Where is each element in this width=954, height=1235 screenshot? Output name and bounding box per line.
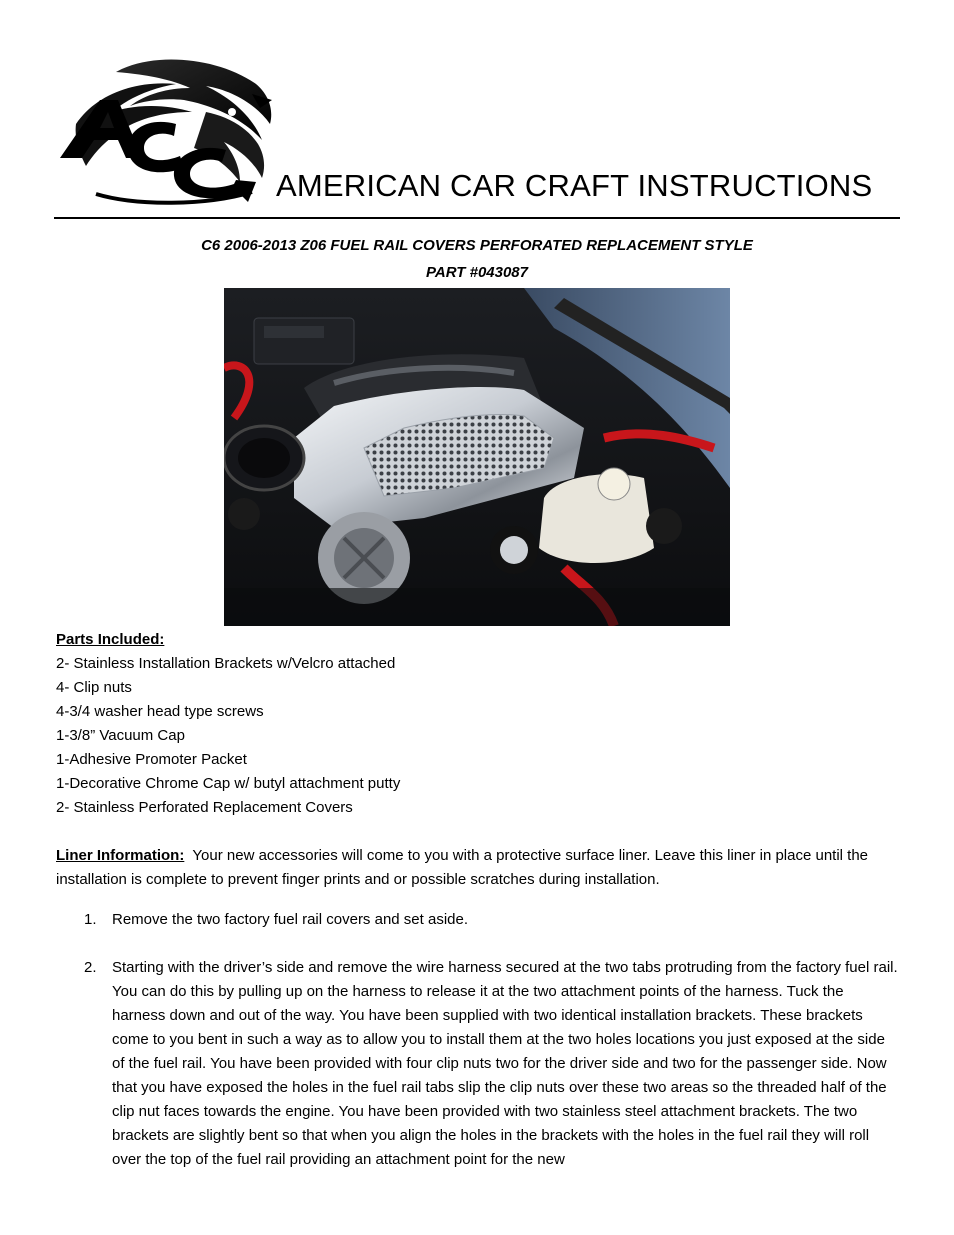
parts-list-item: 2- Stainless Perforated Replacement Covers: [56, 799, 353, 816]
engine-bay-photo: [224, 288, 730, 626]
document-title: AMERICAN CAR CRAFT INSTRUCTIONS: [276, 168, 873, 203]
parts-list-item: 1-Decorative Chrome Cap w/ butyl attachment putty: [56, 775, 401, 792]
liner-heading: Liner Information:: [56, 847, 185, 864]
step-text: Remove the two factory fuel rail covers and set aside.: [112, 911, 469, 928]
instruction-step: [56, 908, 901, 932]
instruction-step: [56, 956, 901, 1172]
parts-list-item: 4- Clip nuts: [56, 679, 132, 696]
liner-information-paragraph: [56, 844, 901, 892]
product-title: C6 2006-2013 Z06 FUEL RAIL COVERS PERFORATED REPLACEMENT STYLE: [201, 237, 753, 254]
step-text: Starting with the driver’s side and remove the wire harness secured at the two tabs protruding from the factory fuel rail. You can do this by pulling up on the harness to release it at the two attachment points of the harness. Tuck the harness down and out of the way. You have been supplied with two identical installation brackets. These brackets come to you bent in such a way as to allow you to install them at the two holes locations you just exposed at the side of the fuel rail. You have been provided with four clip nuts two for the driver side and two for the passenger side. Now that you have exposed the holes in the fuel rail tabs slip the clip nuts over these two areas so the threaded half of the clip nut faces towards the engine. You have been provided with two stainless steel attachment brackets. The two brackets are slightly bent so that when you align the holes in the brackets with the holes in the fuel rail they will roll over the top of the fuel rail providing an attachment point for the new: [112, 959, 898, 1168]
step-number: 2.: [84, 959, 97, 976]
parts-list-item: 2- Stainless Installation Brackets w/Velcro attached: [56, 655, 396, 672]
parts-included-section: [56, 628, 400, 820]
parts-list-item: 1-3/8” Vacuum Cap: [56, 727, 185, 744]
step-number: 1.: [84, 911, 97, 928]
liner-body: Your new accessories will come to you with a protective surface liner. Leave this liner in place until the installation is complete to prevent finger prints and or possible scratches during installation.: [56, 847, 869, 888]
header-divider: [54, 217, 900, 219]
instruction-steps: [56, 908, 901, 1196]
parts-list-item: 1-Adhesive Promoter Packet: [56, 751, 247, 768]
parts-list-item: 4-3/4 washer head type screws: [56, 703, 264, 720]
part-number: PART #043087: [425, 264, 528, 281]
acc-eagle-logo: [56, 54, 278, 206]
parts-heading: Parts Included:: [56, 631, 165, 648]
